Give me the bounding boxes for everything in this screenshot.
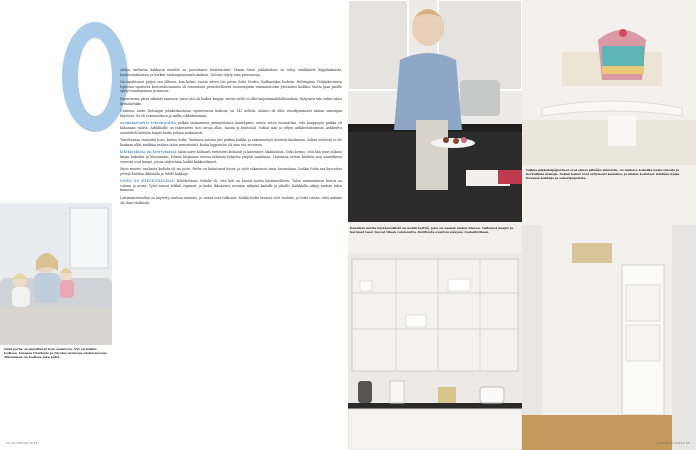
paragraph: On tapahtunut paljon sen jälkeen, kun kolme vuotta sitten Iris juttus Sofia Drufva Nadboreikin kodista. Helsingissä Töölönkorossen lopeessa sijaitseva kerrostalosaunsta oli remontoitu perusteellisesti moneenpiirin ensimmäiseksi yhteiseksi kodiksi. Mutta pian parille syntyi ensimmäinen prinsessa. (120, 80, 342, 94)
section-paragraph (120, 179, 342, 193)
section-text: pelkän lastaamisen pemmoitimen kenttäpiste, mutta sitten huomattiin, että lamppujen paikka oli kokonaan väärin. Arkkikoille on rakennettu isoo aivoja allas, manta ja kuntosali. Sofian isän ja veljen arkkitehtitoimisto Arkdrufva suunnitteli keittiön kaapit kodin pohjan mukaisesti. (120, 121, 342, 135)
kitchen-woman-photo (348, 0, 522, 222)
hallway-illustration (522, 225, 696, 450)
kitchen-woman-illustration (348, 0, 522, 222)
paragraph: Lattiamateriaalina on käytetty vaaleaa tammea, ja seinät ovat valkoiset. Kaikki kodin tavarat ovat vaaleita, ja Sofia toteaa, ettei mikään ole liian värikästä. (120, 196, 342, 205)
paragraph: olulaa, mellaisia kakkusia ennättä on parsottanut keittiössään! Tämän talon juhlakattaus on tehty värikkäistä kuppikakuista, kuohuviinilaseista ja herkän vaaleanpunaisista kukista. Taloosa tätyty ama prinsessoja. (120, 68, 342, 77)
cabinet-illustration (348, 253, 522, 450)
section-paragraph (120, 150, 342, 164)
page-footer-right: GLORIAN KOTI 35 (656, 441, 690, 445)
photo-caption: Onni perhe on muuttanut ison asuntoon. Nyt on kaikki kodissa, kuvassa Charlotte ja Nicolas suuressa olohuoneessa. Tunnelmaa on kodissa joka päivä. (4, 347, 108, 359)
article-body (120, 68, 342, 208)
paragraph: Tarvittavaan remontin hoiti, kertoo Sofia. Vanhassa talossa piti purkaa kaikki, ja rakennustyöt kestivät kuukausia. Sofian mielestä ei ole koskaan ollut rankkaa vanhan talon remontointi, koska lopputulos oli aina sen arvoinen. (120, 138, 342, 147)
cabinet-photo (348, 253, 522, 450)
right-page (348, 0, 696, 450)
section-text: lähtökohtana Sofialle oli, että koti on kaunis mutta käytännöllinen. Talon ensimmäinen kerros on valoisa ja avara. Tytöt saavat leikkiä vapaasti, ja kodin ikkunoista avautuu näkymä kadulle ja pihalle. Kaikkialla näkyy vanhan talon kauneus. (120, 179, 343, 193)
section-text: talon aarre kolmasti erityisesti kolmasti ja kasvaneet lokakuuhun. Sofia kertoo, että hän juuri julkaisi kirjan kakuista ja leivonnasta. Hänen blogiansa seuraa tuhansia lukijoita ympäri maailmaa. Leivontaa varten keittiön ison saarekkeen vieressä ovat kaapit, joissa säilytetään kaikki kakkuvälineet. (120, 150, 342, 164)
cake-photo (522, 0, 696, 165)
paragraph: Myös muutto vanhasta kodista oli iso juttu. Perhe on kotiutunut hyvin, ja tytöt rakastavat omia huoneitaan. Lisäksi Sofia saa kasvattaa yrttejä keittiön ikkunalla ja tehdä kakkuja. (120, 167, 342, 176)
paragraph: Uudessa, aivan Helsingin ydinkeskustassa sijaitsevassa kodissa, on 142 neliötä. Asunto oli ollut vuosikymmenet saman omistajan käytössä. Se oli remontoitava ja melko rikkaistamaan. (120, 109, 342, 118)
caption-kitchen: Kaunista mutta käytännöllistä on kodin keittiö, joka on saanut uuden ilmeen. Valkoiset kaapit ja harmaat tasot tuovat tilaan valoisuutta. Keittiöstä avautuu näkymä ruokailutilaan. (350, 226, 513, 234)
page-footer-left: 34 GLORIAN KOTI (6, 441, 40, 445)
family-photo (0, 203, 112, 345)
cake-illustration (522, 0, 696, 165)
section-lead: ensimmäiseksi remontoitiin (120, 121, 176, 126)
section-lead: ONKO SE MIELENRAUHAN (120, 179, 175, 184)
section-lead: lähikioskista on kiertymässä (120, 150, 177, 155)
caption-cake: Vaikka pikkuleipäperheet ovat olleet pitkään tunnettu, on mukava kokeilla uusia ideoita ja herkullisia makuja. Sofian kakut ovat erityisesti kauniita, ja niiden koristeet tehdään käsin. Kuvassa kakkuja ja sokeripaperista. (526, 168, 681, 180)
paragraph: Ensurinoma päiva sikäivät asunnon, jossa sitä oli haikea kaipaa, mutta sieltä ei ollut laajentamahdollisuuksia. Nykyinen talo onkin oikea kerhokotiikin. (120, 96, 342, 106)
section-paragraph (120, 121, 342, 135)
family-illustration (0, 203, 112, 345)
dropcap-letter-o (62, 22, 128, 132)
hallway-photo (522, 225, 696, 450)
